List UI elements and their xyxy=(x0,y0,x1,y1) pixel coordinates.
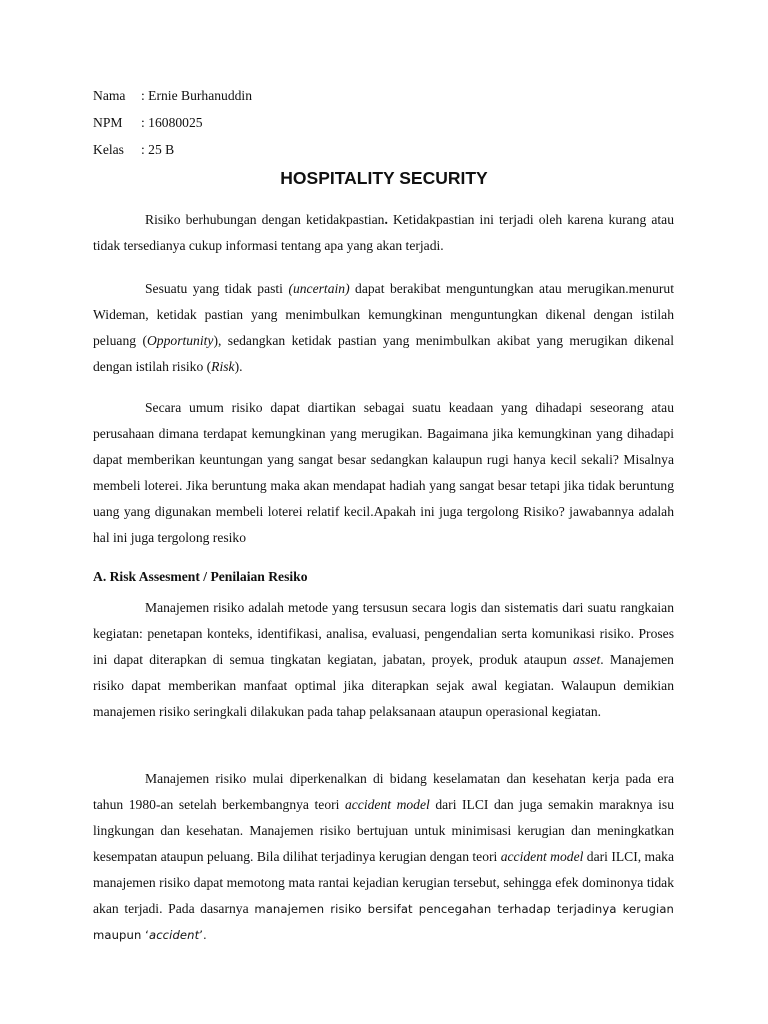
p4-text-a: Manajemen risiko adalah metode yang tersusun secara logis dan sistematis dari suatu rangkaian kegiatan: penetapan konteks, identifikasi, analisa, evaluasi, pengendalian serta komunikasi risiko. Proses ini dapat diterapkan di semua tingkatan kegiatan, jabatan, proyek, produk ataupun xyxy=(93,600,674,667)
p2-risk: Risk xyxy=(211,359,235,374)
kelas-value: : 25 B xyxy=(141,142,175,157)
p5-accident-model-2: accident model xyxy=(500,849,584,864)
p5-accident: accident xyxy=(148,928,200,942)
npm-value: : 16080025 xyxy=(141,115,203,130)
p5-text-c: dari ILCI, maka manajemen risiko dapat memotong mata rantai kejadian kerugian tersebut, sehingga efek dominonya tidak akan terjadi. Pada dasarnya xyxy=(93,849,674,916)
paragraph-2 xyxy=(93,276,674,380)
p2-text-d: ). xyxy=(234,359,243,374)
p2-text-a: Sesuatu yang tidak pasti xyxy=(145,281,289,296)
kelas-label: Kelas xyxy=(93,142,124,157)
paragraph-1 xyxy=(93,207,674,259)
paragraph-3: Secara umum risiko dapat diartikan sebagai suatu keadaan yang dihadapi seseorang atau perusahaan dimana terdapat kemungkinan yang merugikan. Bagaimana jika kemungkinan yang dihadapi dapat memberikan keuntungan yang sangat besar sedangkan kalaupun rugi hanya kecil sekali? Misalnya membeli loterei. Jika beruntung maka akan mendapat hadiah yang sangat besar tetapi jika tidak beruntung uang yang digunakan membeli loterei relatif kecil.Apakah ini juga tergolong Risiko? jawabannya adalah hal ini juga tergolong resiko xyxy=(93,400,674,545)
document-title: HOSPITALITY SECURITY xyxy=(280,168,488,188)
kelas-row xyxy=(93,140,252,167)
p4-text-b: . Manajemen risiko dapat memberikan manfaat optimal jika diterapkan sejak awal kegiatan. Walaupun demikian manajemen risiko seringkali dilakukan pada tahap pelaksanaan ataupun operasional kegiatan. xyxy=(93,652,674,719)
section-heading-risk-assessment: A. Risk Assesment / Penilaian Resiko xyxy=(93,569,308,584)
p1-period: . xyxy=(384,212,388,227)
nama-row xyxy=(93,86,252,113)
nama-value: : Ernie Burhanuddin xyxy=(141,88,252,103)
p2-uncertain: (uncertain) xyxy=(288,281,350,296)
npm-label: NPM xyxy=(93,115,123,130)
p5-accident-model-1: accident model xyxy=(344,797,430,812)
paragraph-4 xyxy=(93,595,674,725)
student-info xyxy=(93,86,252,167)
p5-text-e: ’. xyxy=(199,928,207,942)
p4-asset: asset xyxy=(573,652,601,667)
nama-label: Nama xyxy=(93,88,126,103)
p1-text-c: Ketidakpastian ini terjadi oleh karena kurang atau tidak tersedianya cukup informasi tentang apa yang akan terjadi. xyxy=(93,212,674,253)
paragraph-5 xyxy=(93,766,674,948)
p1-text-a: Risiko berhubungan dengan ketidakpastian xyxy=(145,212,385,227)
npm-row xyxy=(93,113,252,140)
p5-text-d: manajemen risiko bersifat pencegahan terhadap terjadinya kerugian maupun ‘ xyxy=(93,902,674,942)
p2-text-b: dapat berakibat menguntungkan atau merugikan.menurut Wideman, ketidak pastian yang menimbulkan kemungkinan menguntungkan dikenal dengan istilah peluang ( xyxy=(93,281,674,348)
p2-text-c: ), sedangkan ketidak pastian yang menimbulkan akibat yang merugikan dikenal dengan istilah risiko ( xyxy=(93,333,674,374)
p5-text-a: Manajemen risiko mulai diperkenalkan di bidang keselamatan dan kesehatan kerja pada era tahun 1980-an setelah berkembangnya teori xyxy=(93,771,674,812)
p5-text-b: dari ILCI dan juga semakin maraknya isu lingkungan dan kesehatan. Manajemen risiko bertujuan untuk minimisasi kerugian dan meningkatkan kesempatan ataupun peluang. Bila dilihat terjadinya kerugian dengan teori xyxy=(93,797,675,864)
p2-opportunity: Opportunity xyxy=(146,333,214,348)
